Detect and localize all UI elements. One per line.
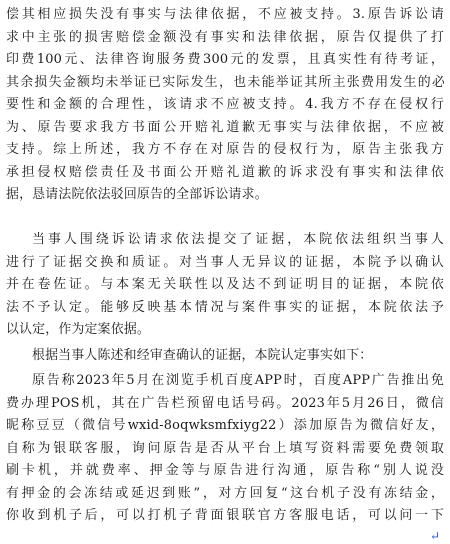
text-line: 求中主张的损害赔偿金额没有事实和法律依据，原告仅提供了打 xyxy=(6,29,444,45)
text-line: 你收到机子后，可以打机子背面银联官方客服电话，可以问一下 xyxy=(6,508,444,523)
text-line: 进行了证据交换和质证。对当事人无异议的证据，本院予以确认 xyxy=(6,254,444,270)
text-line: 有押金的会冻结或延迟到账”，对方回复“这台机子没有冻结金， xyxy=(6,485,444,501)
text-line: 并在卷佐证。与本案无关联性以及达不到证明目的证据，本院依 xyxy=(6,277,444,292)
text-line: 偿其相应损失没有事实与法律依据，不应被支持。3.原告诉讼请 xyxy=(6,7,444,22)
paragraph-findings-intro xyxy=(6,345,444,368)
text-line: 费办理POS机，其在广告栏预留电话号码。2023年5月26日，微信 xyxy=(6,395,444,411)
text-line: 印费100元、法律咨询服务费300元的发票，且真实性有待考证， xyxy=(6,52,444,67)
text-line: 法不予认定。能够反映基本情况与案件事实的证据，本院依法予 xyxy=(6,299,444,315)
text-line: 原告称2023年5月在浏览手机百度APP时，百度APP广告推出免 xyxy=(32,373,444,388)
text-line: 根据当事人陈述和经审查确认的证据，本院认定事实如下： xyxy=(32,348,373,363)
text-line: 支持。综上所述，我方不存在对原告的侵权行为，原告主张我方 xyxy=(6,142,444,157)
text-line: 昵称豆豆（微信号wxid-8oqwksmfxiyg22）添加原告为微信好友， xyxy=(6,418,444,433)
paragraph-evidence xyxy=(6,229,444,342)
text-line: 刷卡机，并就费率、押金等与原告进行沟通，原告称“别人说没 xyxy=(6,463,444,478)
text-line: 其余损失金额均未举证已实际发生，也未能举证其所主张费用发生的必 xyxy=(6,74,444,90)
text-line: 自称为银联客服，询问原告是否从平台上填写资料需要免费领取 xyxy=(6,440,444,456)
text-line: 为、原告要求我方书面公开赔礼道歉无事实与法律依据，不应被 xyxy=(6,119,444,135)
text-line: 当事人围绕诉讼请求依法提交了证据，本院依法组织当事人 xyxy=(32,232,444,247)
text-line: 承担侵权赔偿责任及书面公开赔礼道歉的诉求没有事实和法律依 xyxy=(6,164,444,180)
paragraph-return-icon: ↵ xyxy=(429,529,440,543)
text-line: 要性和金额的合理性，该请求不应被支持。4.我方不存在侵权行 xyxy=(6,97,444,112)
paragraph-facts xyxy=(6,370,444,528)
paragraph-defense-argument xyxy=(6,4,444,207)
text-line: 以认定，作为定案依据。 xyxy=(6,322,150,337)
text-line: 据，恳请法院依法驳回原告的全部诉讼请求。 xyxy=(6,187,268,202)
